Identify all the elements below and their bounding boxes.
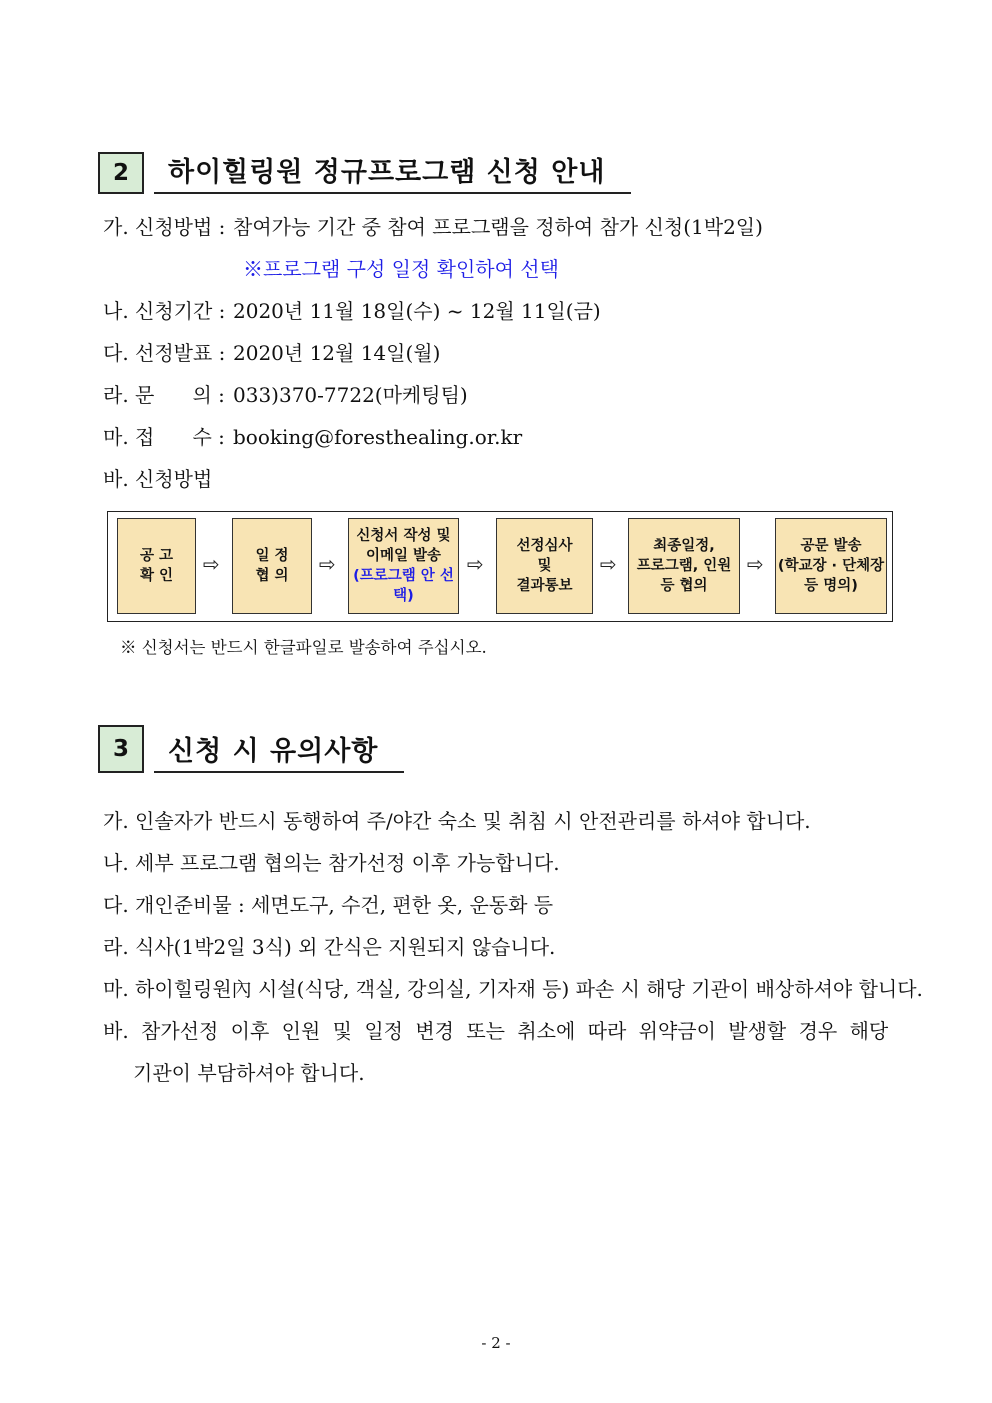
info-line-procedure <box>103 467 212 491</box>
flow-step-notice <box>117 518 196 614</box>
section-number: 3 <box>98 725 144 773</box>
info-line-method <box>103 215 763 239</box>
notice-item: 바. 참가선정 이후 인원 및 일정 변경 또는 취소에 따라 위약금이 발생할 경우 해당 <box>103 1019 889 1043</box>
info-label: 마. 접 수 : <box>103 425 225 449</box>
info-line-period <box>103 299 601 323</box>
flow-step-line: 최종일정, <box>653 538 715 554</box>
email-link[interactable]: booking@foresthealing.or.kr <box>233 425 523 449</box>
flow-step-line-blue: (프로그램 안 선택) <box>353 568 454 604</box>
flow-arrow-icon: ⇨ <box>600 552 617 576</box>
notice-item: 가. 인솔자가 반드시 동행하여 주/야간 숙소 및 취침 시 안전관리를 하셔야 합니다. <box>103 809 811 833</box>
info-label: 다. 선정발표 : <box>103 341 226 365</box>
flow-step-final <box>628 518 740 614</box>
footnote: ※ 신청서는 반드시 한글파일로 발송하여 주십시오. <box>120 638 487 657</box>
flow-step-application <box>348 518 459 614</box>
flow-step-line: 협 의 <box>255 568 289 584</box>
flow-step-line: 이메일 발송 <box>365 548 442 564</box>
page-number: - 2 - <box>481 1334 511 1352</box>
info-label: 가. 신청방법 : <box>103 215 226 239</box>
section-2-header <box>98 152 631 194</box>
info-text: 033)370-7722(마케팅팀) <box>233 383 468 407</box>
flow-step-schedule <box>232 518 312 614</box>
flow-step-line: 선정심사 <box>516 538 573 554</box>
info-text: 2020년 11월 18일(수) ~ 12월 11일(금) <box>233 299 601 323</box>
section-title: 하이힐링원 정규프로그램 신청 안내 <box>154 158 631 194</box>
flow-arrow-icon: ⇨ <box>319 552 336 576</box>
flow-step-line: 신청서 작성 및 <box>356 528 451 544</box>
flow-step-line: 공문 발송 <box>800 538 862 554</box>
flow-step-line: 등 명의) <box>804 578 858 594</box>
section-title: 신청 시 유의사항 <box>154 737 404 773</box>
flow-step-line: 및 <box>537 558 552 574</box>
info-line-email <box>103 425 522 449</box>
flow-arrow-icon: ⇨ <box>467 552 484 576</box>
flow-step-line: 프로그램, 인원 <box>636 558 732 574</box>
flow-step-line: 일 정 <box>255 548 289 564</box>
info-text: 2020년 12월 14일(월) <box>233 341 441 365</box>
flow-step-line: (학교장 · 단체장 <box>777 558 885 574</box>
notice-item: 마. 하이힐링원內 시설(식당, 객실, 강의실, 기자재 등) 파손 시 해당 기관이 배상하셔야 합니다. <box>103 977 923 1001</box>
program-note: ※프로그램 구성 일정 확인하여 선택 <box>243 257 559 281</box>
flow-arrow-icon: ⇨ <box>747 552 764 576</box>
flow-step-line: 확 인 <box>139 568 174 584</box>
notice-item: 다. 개인준비물 : 세면도구, 수건, 편한 옷, 운동화 등 <box>103 893 554 917</box>
info-label: 나. 신청기간 : <box>103 299 226 323</box>
info-line-contact <box>103 383 468 407</box>
flow-step-official-letter <box>775 518 887 614</box>
notice-item: 나. 세부 프로그램 협의는 참가선정 이후 가능합니다. <box>103 851 560 875</box>
flow-step-line: 등 협의 <box>660 578 708 594</box>
flow-arrow-icon: ⇨ <box>203 552 220 576</box>
info-label: 바. 신청방법 <box>103 467 213 491</box>
section-3-header <box>98 725 404 773</box>
flow-step-line: 공 고 <box>139 548 174 564</box>
notice-item: 라. 식사(1박2일 3식) 외 간식은 지원되지 않습니다. <box>103 935 556 959</box>
application-flow-diagram <box>107 511 893 622</box>
flow-step-selection <box>496 518 593 614</box>
notice-item-continued: 기관이 부담하셔야 합니다. <box>133 1061 365 1085</box>
info-text: 참여가능 기간 중 참여 프로그램을 정하여 참가 신청(1박2일) <box>233 215 763 239</box>
section-number: 2 <box>98 152 144 194</box>
info-label: 라. 문 의 : <box>103 383 225 407</box>
info-line-announce <box>103 341 440 365</box>
flow-step-line: 결과통보 <box>516 578 573 594</box>
